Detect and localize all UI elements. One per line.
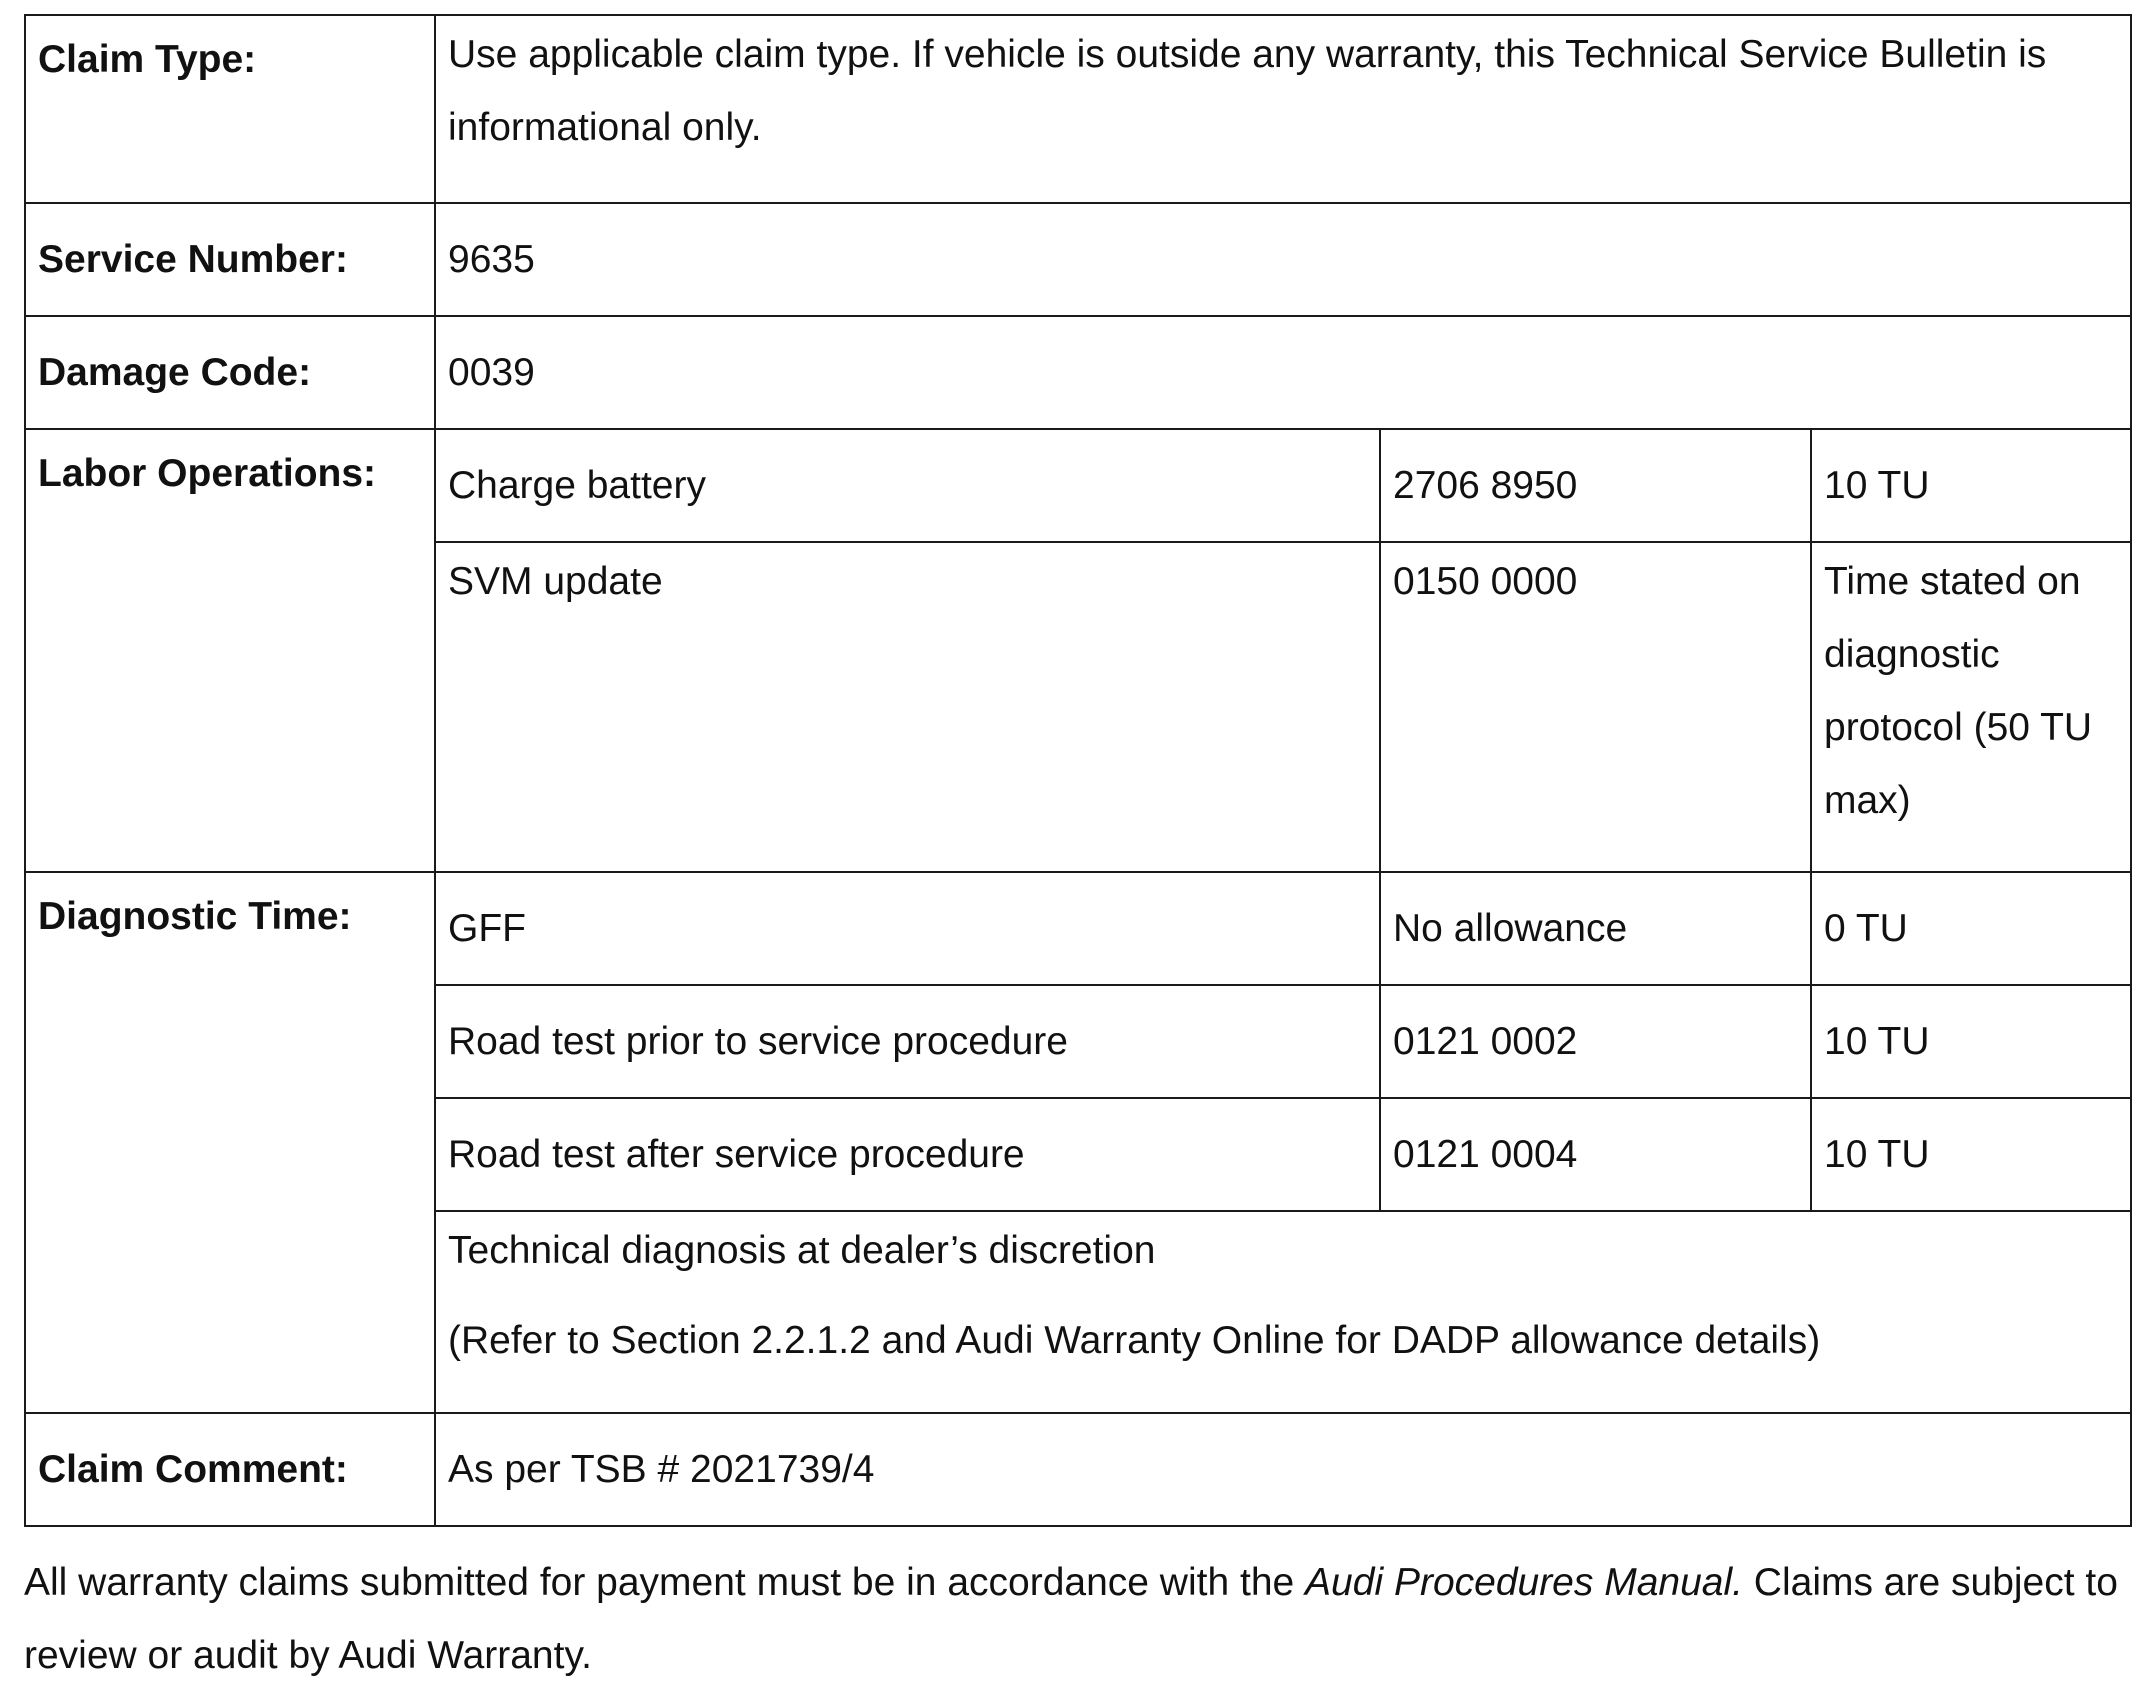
diagnostic-time-code: No allowance	[1380, 872, 1811, 985]
labor-operation-code: 2706 8950	[1380, 429, 1811, 542]
claim-comment-row	[25, 1413, 2131, 1526]
diagnostic-time-time: 0 TU	[1811, 872, 2131, 985]
diagnostic-time-description: Road test after service procedure	[435, 1098, 1380, 1211]
damage-code-label: Damage Code:	[25, 316, 435, 429]
diagnostic-note-line: Technical diagnosis at dealer’s discretion	[448, 1229, 1156, 1272]
claim-comment-label: Claim Comment:	[25, 1413, 435, 1526]
diagnostic-time-code: 0121 0004	[1380, 1098, 1811, 1211]
diagnostic-note-reference: (Refer to Section 2.2.1.2 and Audi Warranty Online for DADP allowance details)	[448, 1319, 1821, 1362]
warranty-claim-table	[24, 14, 2132, 1527]
diagnostic-time-code: 0121 0002	[1380, 985, 1811, 1098]
diagnostic-time-row	[25, 872, 2131, 985]
claim-type-row	[25, 15, 2131, 203]
diagnostic-time-time: 10 TU	[1811, 985, 2131, 1098]
damage-code-row	[25, 316, 2131, 429]
labor-operation-time: Time stated on diagnostic protocol (50 TU max)	[1811, 542, 2131, 872]
claim-type-value: Use applicable claim type. If vehicle is outside any warranty, this Technical Service Bulletin is informational only.	[435, 15, 2131, 203]
service-number-value: 9635	[435, 203, 2131, 316]
diagnostic-time-description: GFF	[435, 872, 1380, 985]
labor-operations-label: Labor Operations:	[25, 429, 435, 872]
claim-comment-value: As per TSB # 2021739/4	[435, 1413, 2131, 1526]
footer-text-after: Claims are subject to review or audit by Audi Warranty.	[24, 1561, 2118, 1677]
footer-text-before: All warranty claims submitted for payment must be in accordance with the	[24, 1561, 1306, 1604]
diagnostic-note	[435, 1211, 2131, 1413]
service-number-label: Service Number:	[25, 203, 435, 316]
labor-operation-code: 0150 0000	[1380, 542, 1811, 872]
diagnostic-time-label: Diagnostic Time:	[25, 872, 435, 1413]
procedures-manual-title: Audi Procedures Manual.	[1305, 1561, 1743, 1604]
labor-operation-description: SVM update	[435, 542, 1380, 872]
diagnostic-time-description: Road test prior to service procedure	[435, 985, 1380, 1098]
claim-type-label: Claim Type:	[25, 15, 435, 203]
labor-operation-row	[25, 429, 2131, 542]
diagnostic-time-time: 10 TU	[1811, 1098, 2131, 1211]
damage-code-value: 0039	[435, 316, 2131, 429]
service-number-row	[25, 203, 2131, 316]
warranty-footer-note	[24, 1546, 2130, 1692]
labor-operation-time: 10 TU	[1811, 429, 2131, 542]
labor-operation-description: Charge battery	[435, 429, 1380, 542]
